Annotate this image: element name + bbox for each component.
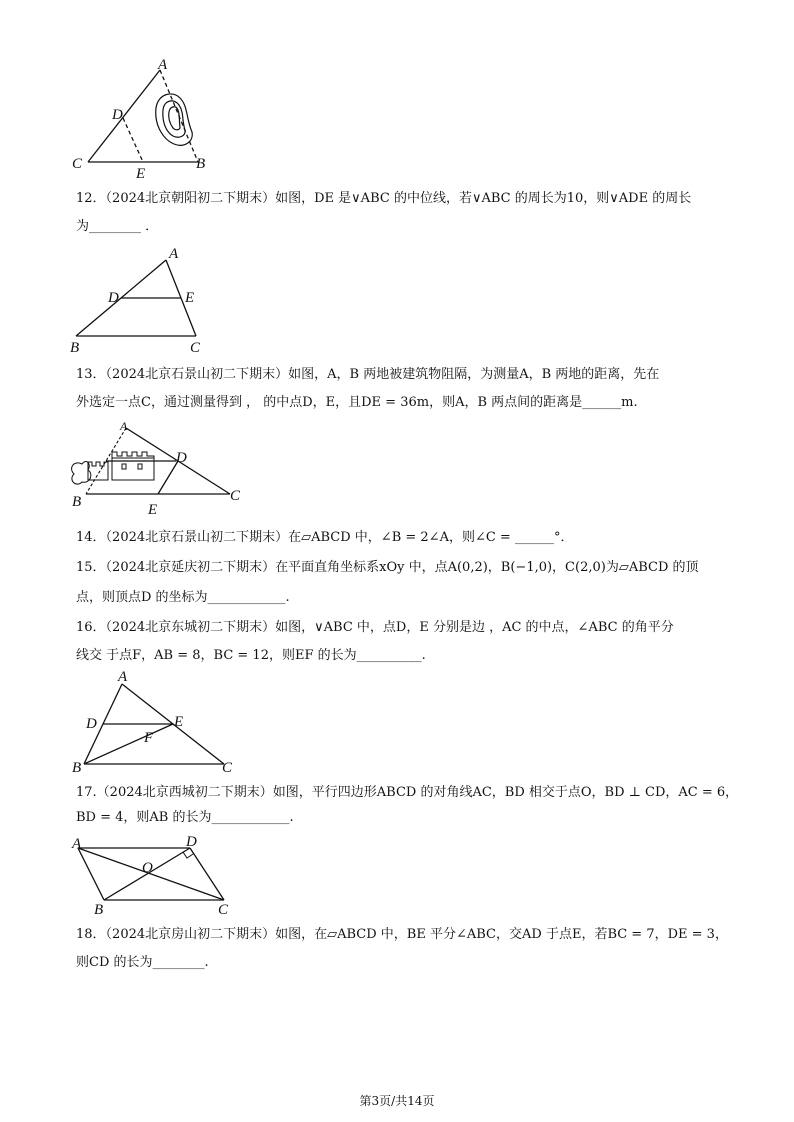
q13-line2: 外选定一点C，通过测量得到 ， 的中点D，E，且DE = 36m，则A，B 两点间的距离是______m. <box>76 395 638 410</box>
figure-q13 <box>62 418 252 522</box>
fig16-label-f: F <box>144 730 154 746</box>
fig11-label-b: B <box>196 156 206 172</box>
q12-line2: 为________ ． <box>76 219 159 234</box>
fig11-label-a: A <box>158 57 168 73</box>
building-icon <box>72 452 154 484</box>
q15-line2: 点，则顶点D 的坐标为____________. <box>76 590 290 605</box>
fig13-label-e: E <box>148 502 158 518</box>
figure-q12 <box>66 244 216 356</box>
fig12-label-e: E <box>185 290 195 306</box>
fig17-label-o: O <box>142 860 153 876</box>
fig16-label-b: B <box>72 760 82 776</box>
fig17-label-a: A <box>72 836 82 852</box>
fig11-label-c: C <box>72 156 83 172</box>
q16-line1: 16．（2024北京东城初二下期末）如图，∨ABC 中，点D，E 分别是边 ，AC 的中点，∠ABC 的角平分 <box>76 620 674 635</box>
q18-line1: 18．（2024北京房山初二下期末）如图，在▱ABCD 中，BE 平分∠ABC，交AD 于点E，若BC = 7，DE = 3， <box>76 927 728 942</box>
fig12-label-a: A <box>169 246 179 262</box>
page-footer: 第3页/共14页 <box>359 1094 435 1108</box>
fig13-label-a: A <box>120 419 128 433</box>
pond-contour-icon <box>156 94 193 145</box>
figure-q11-svg <box>60 56 220 182</box>
q16-line2: 线交 于点F，AB = 8，BC = 12，则EF 的长为__________. <box>76 648 426 663</box>
fig11-label-d: D <box>112 107 123 123</box>
q14-line1: 14．（2024北京石景山初二下期末）在▱ABCD 中，∠B = 2∠A，则∠C = ______°． <box>76 530 574 545</box>
fig13-label-c: C <box>230 488 241 504</box>
fig13-label-b: B <box>72 494 82 510</box>
fig16-label-a: A <box>118 669 128 685</box>
q18-line2: 则CD 的长为________. <box>76 955 209 970</box>
fig17-label-d: D <box>186 834 197 850</box>
fig12-label-b: B <box>70 340 80 356</box>
fig12-label-d: D <box>108 290 119 306</box>
q12-line1: 12．（2024北京朝阳初二下期末）如图，DE 是∨ABC 的中位线，若∨ABC 的周长为10，则∨ADE 的周长 <box>76 191 692 206</box>
fig13-label-d: D <box>176 450 187 466</box>
figure-q17-svg <box>66 834 246 918</box>
fig17-label-c: C <box>218 902 229 918</box>
figure-q16-svg <box>70 668 240 778</box>
fig16-label-d: D <box>86 716 97 732</box>
fig16-label-e: E <box>174 714 184 730</box>
q15-line1: 15．（2024北京延庆初二下期末）在平面直角坐标系xOy 中，点A(0,2)，B(−1,0)，C(2,0)为▱ABCD 的顶 <box>76 560 699 575</box>
figure-q11 <box>60 56 220 182</box>
figure-q13-svg <box>62 418 252 522</box>
fig11-label-e: E <box>136 166 146 182</box>
figure-q16 <box>70 668 240 778</box>
q17-line1: 17.（2024北京西城初二下期末）如图，平行四边形ABCD 的对角线AC，BD 相交于点O，BD ⊥ CD，AC = 6， <box>76 785 739 800</box>
figure-q17 <box>66 834 246 918</box>
q17-line2: BD = 4，则AB 的长为____________. <box>76 810 294 825</box>
figure-q12-svg <box>66 244 216 356</box>
fig17-label-b: B <box>94 902 104 918</box>
q13-line1: 13．（2024北京石景山初二下期末）如图，A，B 两地被建筑物阻隔，为测量A，B 两地的距离，先在 <box>76 367 660 382</box>
fig16-label-c: C <box>222 760 233 776</box>
fig12-label-c: C <box>190 340 201 356</box>
